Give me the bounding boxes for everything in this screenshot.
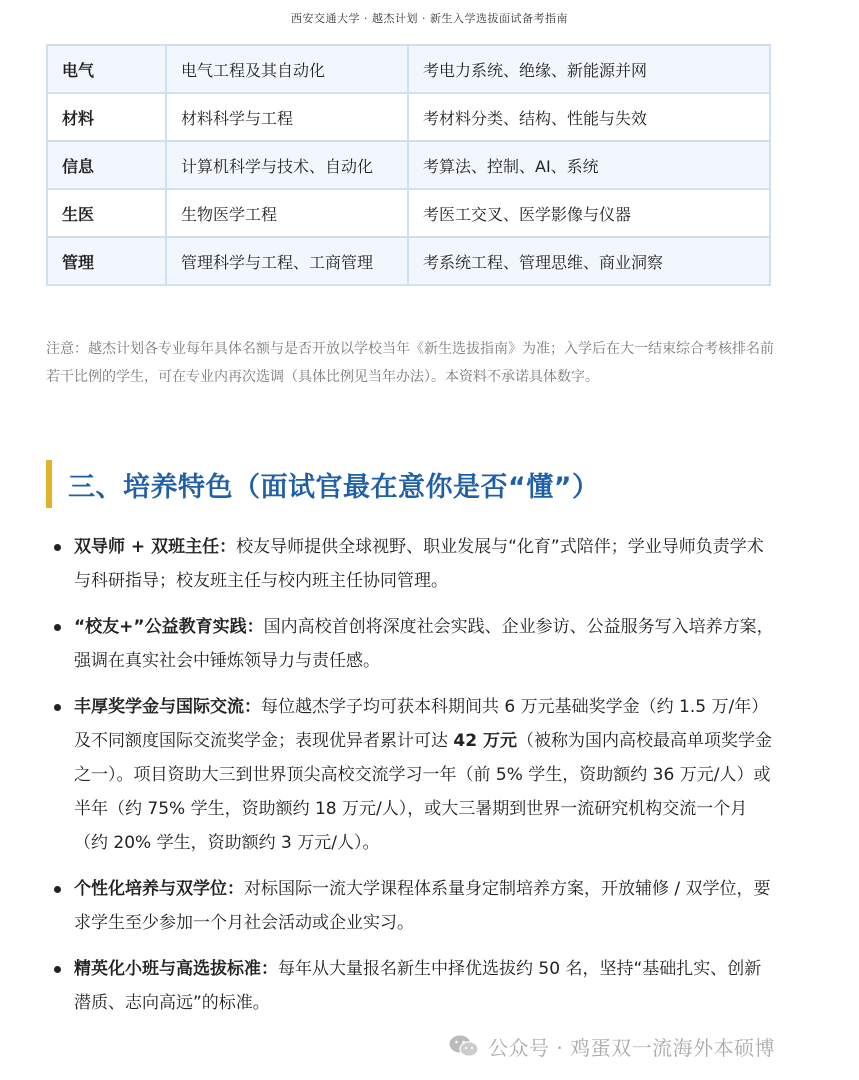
feature-title: 个性化培养与双学位：	[74, 879, 244, 899]
feature-title: 双导师 + 双班主任：	[74, 537, 237, 557]
list-item	[74, 952, 774, 1020]
feature-list	[0, 530, 859, 1032]
list-item	[74, 530, 774, 598]
focus-cell: 考材料分类、结构、性能与失效	[408, 93, 770, 141]
list-item	[74, 690, 774, 860]
feature-title: 丰厚奖学金与国际交流：	[74, 697, 261, 717]
focus-cell: 考系统工程、管理思维、商业洞察	[408, 237, 770, 285]
wechat-icon	[448, 1034, 480, 1058]
heading-accent-bar	[46, 460, 52, 508]
list-item	[74, 610, 774, 678]
scholarship-amount: 42 万元	[453, 731, 517, 751]
section-heading	[46, 460, 786, 508]
major-cell: 管理科学与工程、工商管理	[166, 237, 408, 285]
field-cell: 材料	[47, 93, 166, 141]
focus-cell: 考算法、控制、AI、系统	[408, 141, 770, 189]
major-cell: 计算机科学与技术、自动化	[166, 141, 408, 189]
focus-cell: 考医工交叉、医学影像与仪器	[408, 189, 770, 237]
feature-title: 精英化小班与高选拔标准：	[74, 959, 278, 979]
feature-text: 校友导师提供全球视野、职业发展与“化育”式陪伴；学业导师负责学术与科研指导；校友班主任与校内班主任协同管理。	[74, 537, 764, 591]
bullet-icon	[54, 966, 61, 973]
table-row	[47, 237, 770, 285]
field-cell: 生医	[47, 189, 166, 237]
feature-text: 对标国际一流大学课程体系量身定制培养方案，开放辅修 / 双学位，要求学生至少参加一个月社会活动或企业实习。	[74, 879, 771, 933]
section-title: 三、培养特色（面试官最在意你是否“懂”）	[68, 471, 600, 503]
feature-text: 每位越杰学子均可获本科期间共 6 万元基础奖学金（约 1.5 万/年）及不同额度国际交流奖学金；表现优异者累计可达	[74, 697, 769, 751]
list-item	[74, 872, 774, 940]
table-row	[47, 45, 770, 93]
feature-text: 国内高校首创将深度社会实践、企业参访、公益服务写入培养方案，强调在真实社会中锤炼领导力与责任感。	[74, 617, 774, 671]
major-cell: 生物医学工程	[166, 189, 408, 237]
field-cell: 管理	[47, 237, 166, 285]
bullet-icon	[54, 704, 61, 711]
major-table	[46, 44, 771, 286]
bullet-icon	[54, 624, 61, 631]
table-row	[47, 189, 770, 237]
feature-text-continued: （被称为国内高校最高单项奖学金之一）。项目资助大三到世界顶尖高校交流学习一年（前 5% 学生，资助额约 36 万元/人）或半年（约 75% 学生，资助额约 18 万元/人），或大三暑期到世界一流研究机构交流一个月（约 20% 学生，资助额约 3 万元/人）。	[74, 731, 772, 853]
feature-title: “校友+”公益教育实践：	[74, 617, 264, 637]
bullet-icon	[54, 886, 61, 893]
major-cell: 材料科学与工程	[166, 93, 408, 141]
feature-text: 每年从大量报名新生中择优选拔约 50 名，坚持“基础扎实、创新潜质、志向高远”的标准。	[74, 959, 762, 1013]
bullet-icon	[54, 544, 61, 551]
table-row	[47, 93, 770, 141]
note-text: 注意：越杰计划各专业每年具体名额与是否开放以学校当年《新生选拔指南》为准；入学后在大一结束综合考核排名前若干比例的学生，可在专业内再次选调（具体比例见当年办法）。本资料不承诺具体数字。	[46, 341, 774, 385]
field-cell: 信息	[47, 141, 166, 189]
table-row	[47, 141, 770, 189]
page-header: 西安交通大学 · 越杰计划 · 新生入学选拔面试备考指南	[291, 12, 568, 25]
watermark	[448, 1030, 775, 1062]
major-cell: 电气工程及其自动化	[166, 45, 408, 93]
field-cell: 电气	[47, 45, 166, 93]
watermark-text: 公众号 · 鸡蛋双一流海外本硕博	[488, 1035, 776, 1060]
focus-cell: 考电力系统、绝缘、新能源并网	[408, 45, 770, 93]
